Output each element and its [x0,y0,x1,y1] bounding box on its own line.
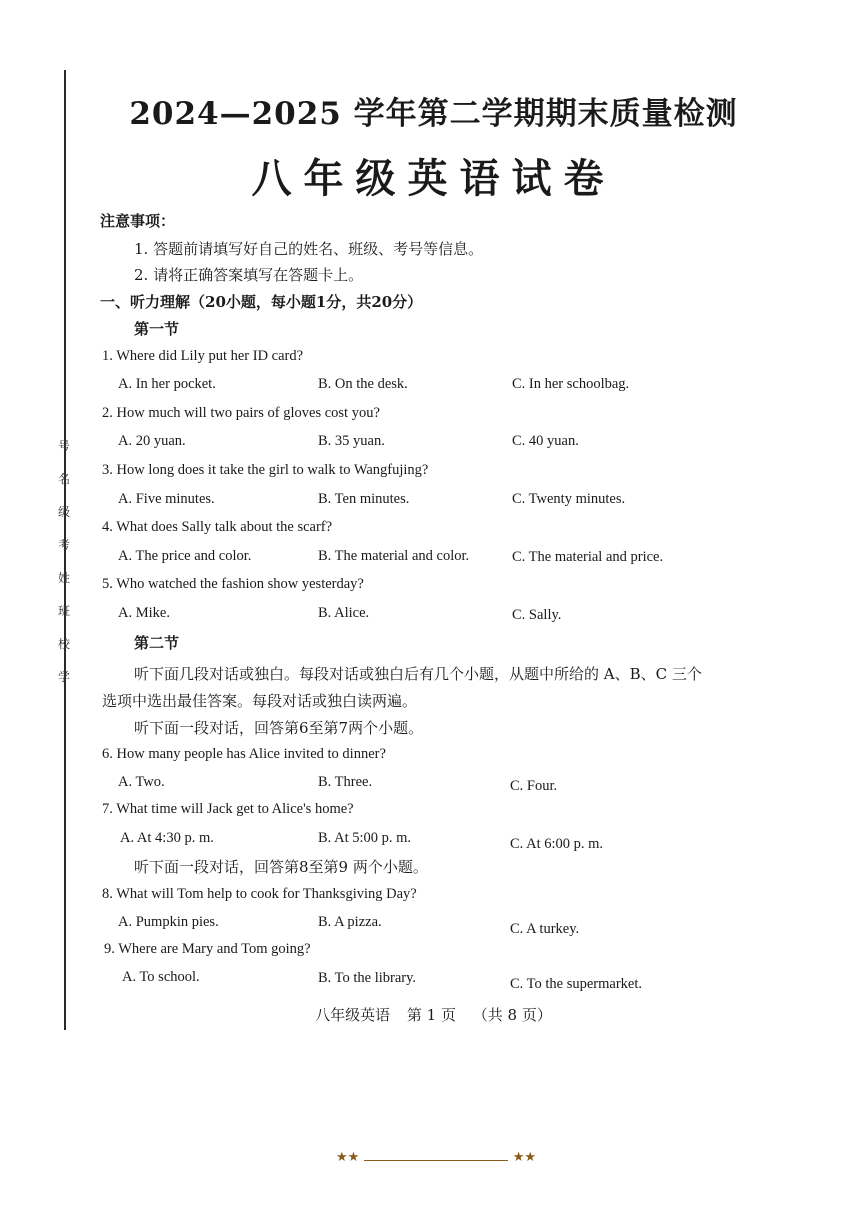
binding-margin-marks [58,430,72,694]
margin-mark: 姓 [58,571,71,585]
option-a: A. 20 yuan. [118,433,186,449]
option-b: B. 35 yuan. [318,433,385,449]
dialog-instruction: 听下面一段对话，回答第6至第7两个小题。 [134,719,424,737]
footer-subject: 八年级英语 [315,1006,391,1024]
option-a: A. In her pocket. [118,376,216,392]
option-a: A. At 4:30 p. m. [120,830,214,846]
margin-mark: 校 [58,637,71,651]
option-c: C. A turkey. [510,921,580,937]
notes-item: 1. 答题前请填写好自己的姓名、班级、考号等信息。 [134,240,484,258]
question-text: 1. Where did Lily put her ID card? [102,348,304,364]
option-b: B. A pizza. [318,914,382,930]
option-c: C. The material and price. [512,549,664,565]
star-icon: ★★ [512,1150,536,1165]
footer-page-number: 第 1 页 [406,1006,456,1024]
footer-total-pages: （共 8 页） [472,1006,552,1024]
option-c: C. 40 yuan. [512,433,579,449]
option-c: C. Four. [510,778,558,794]
option-c: C. In her schoolbag. [512,376,630,392]
option-c: C. Twenty minutes. [512,491,626,507]
question-text: 5. Who watched the fashion show yesterday? [102,576,364,592]
exam-subtitle: 八年级英语试卷 [251,155,616,202]
notes-item: 2. 请将正确答案填写在答题卡上。 [134,266,364,284]
option-b: B. Three. [318,774,373,790]
option-a: A. Five minutes. [118,491,215,507]
option-c: C. At 6:00 p. m. [510,836,604,852]
option-a: A. Two. [118,774,165,790]
margin-mark: 学 [58,670,71,684]
option-a: A. The price and color. [118,548,252,564]
margin-mark: 考 [58,538,71,552]
decorative-divider [364,1160,508,1161]
part2-heading: 第二节 [134,634,180,652]
option-b: B. Ten minutes. [318,491,410,507]
question-text: 9. Where are Mary and Tom going? [104,941,311,957]
notes-heading: 注意事项： [100,212,176,230]
margin-mark: 名 [58,472,71,486]
question-text: 7. What time will Jack get to Alice's home? [102,801,354,817]
question-text: 3. How long does it take the girl to walk to Wangfujing? [102,462,429,478]
option-c: C. To the supermarket. [510,976,643,992]
part2-instruction: 选项中选出最佳答案。每段对话或独白读两遍。 [102,692,418,710]
option-b: B. The material and color. [318,548,470,564]
question-text: 2. How much will two pairs of gloves cost you? [102,405,380,421]
page-footer [0,1004,867,1025]
option-a: A. To school. [122,969,200,985]
exam-title: 2024—2025 学年第二学期期末质量检测 [129,96,738,132]
bottom-decoration [336,1150,536,1170]
option-c: C. Sally. [512,607,562,623]
margin-mark: 号 [58,439,71,453]
margin-mark: 级 [58,505,71,519]
question-text: 8. What will Tom help to cook for Thanksgiving Day? [102,886,417,902]
option-a: A. Mike. [118,605,170,621]
part2-instruction: 听下面几段对话或独白。每段对话或独白后有几个小题，从题中所给的 A、B、C 三个 [134,665,702,683]
option-a: A. Pumpkin pies. [118,914,219,930]
option-b: B. Alice. [318,605,370,621]
option-b: B. On the desk. [318,376,408,392]
section-heading: 一、听力理解（20小题，每小题1分，共20分） [100,293,423,311]
option-b: B. At 5:00 p. m. [318,830,412,846]
margin-mark: 班 [58,604,71,618]
part1-heading: 第一节 [134,320,180,338]
star-icon: ★★ [336,1150,360,1165]
option-b: B. To the library. [318,970,417,986]
question-text: 4. What does Sally talk about the scarf? [102,519,333,535]
question-text: 6. How many people has Alice invited to dinner? [102,746,386,762]
dialog-instruction: 听下面一段对话，回答第8至第9 两个小题。 [134,858,428,876]
